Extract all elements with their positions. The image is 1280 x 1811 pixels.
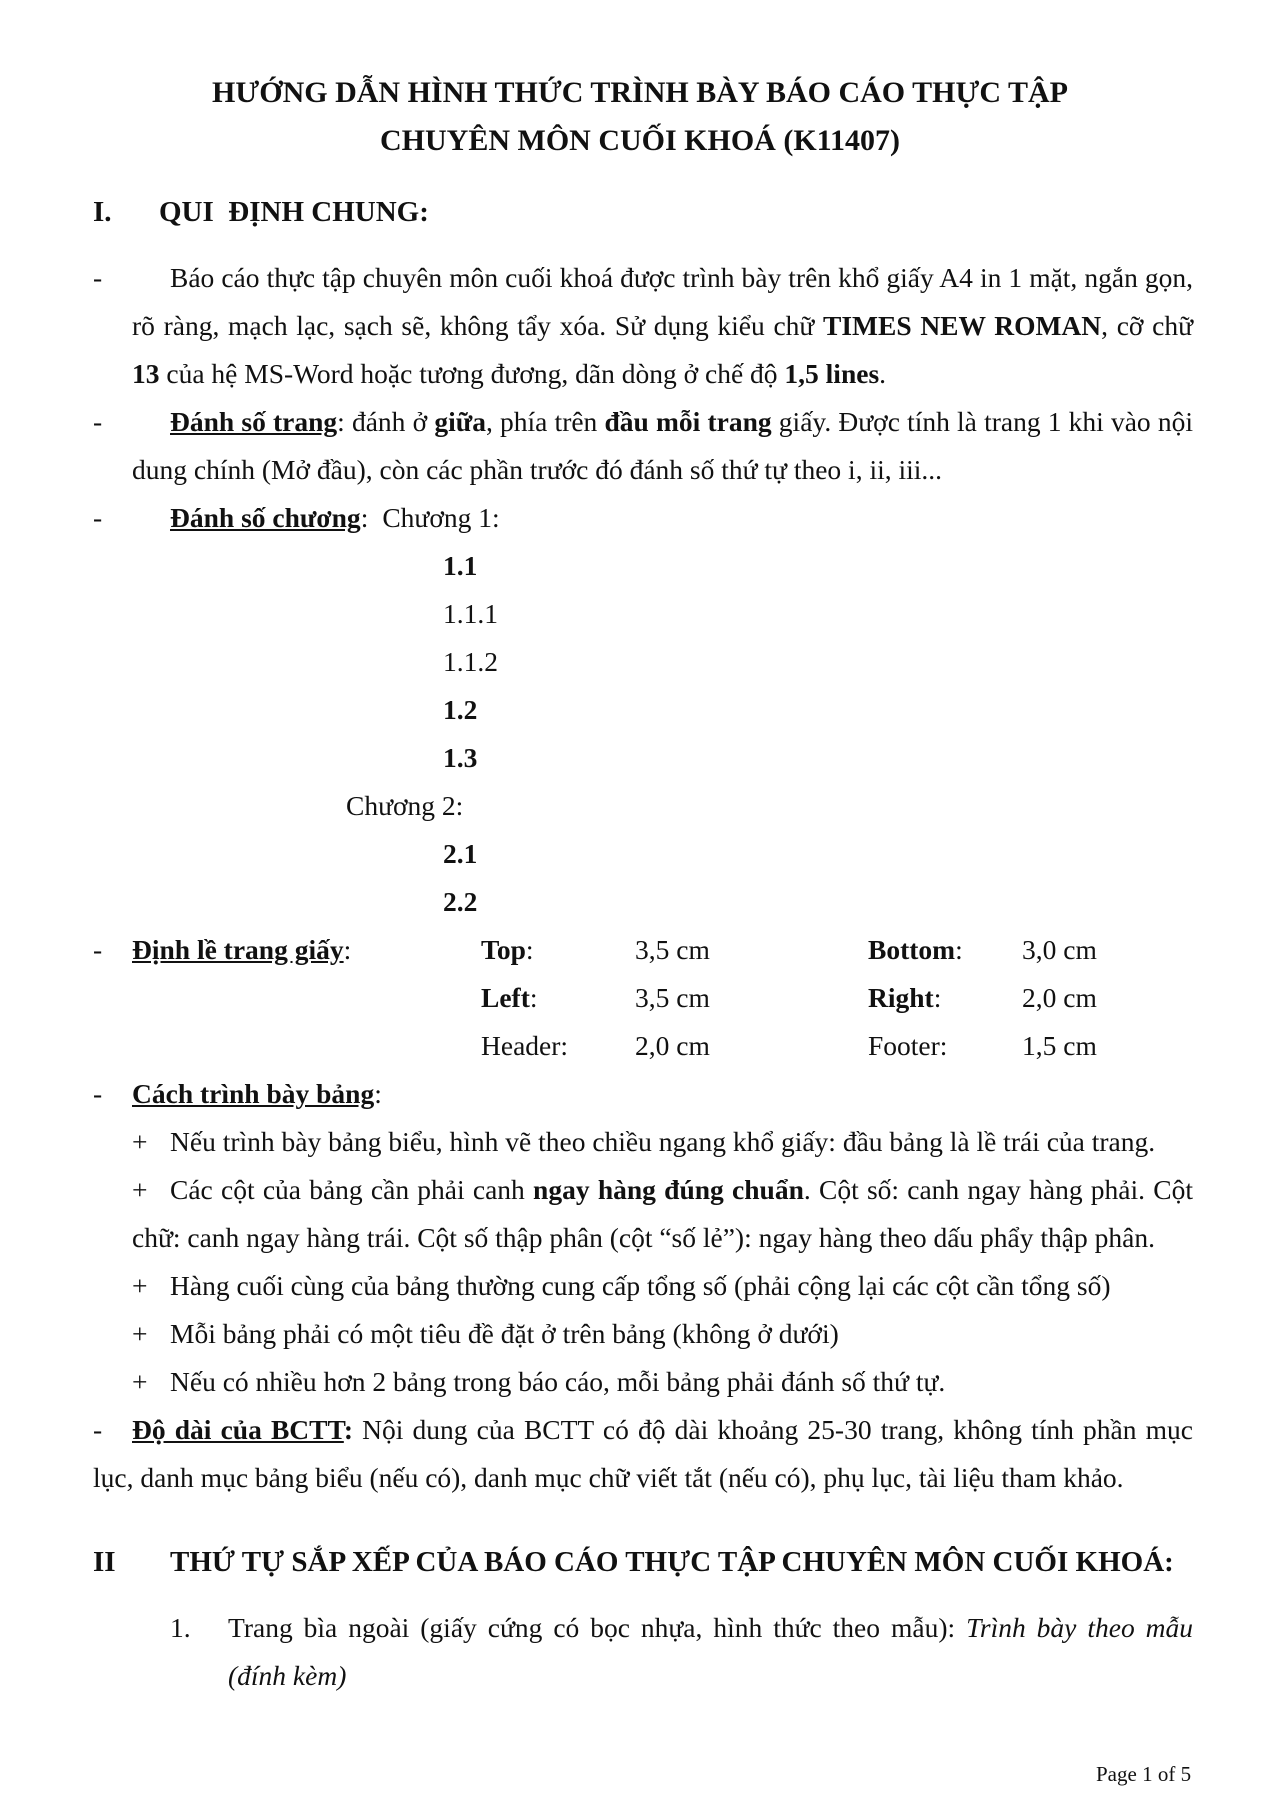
chapter-item: 2.1 — [443, 838, 478, 869]
chapter-numbering-line: Đánh số chương: Chương 1: — [170, 502, 500, 533]
bullet-plus: + — [132, 1270, 148, 1301]
tables-item2: Các cột của bảng cần phải canh ngay hàng đúng chuẩn. Cột số: canh ngay hàng phải. Cột chữ: canh ngay hàng trái. Cột số thập phân (cột “số lẻ”): ngay hàng theo dấu phẩy thập phân. — [132, 1174, 1193, 1253]
margin-left-label: Left: — [481, 982, 538, 1013]
length-line2: lục, danh mục bảng biểu (nếu có), danh mục chữ viết tắt (nếu có), phụ lục, tài liệu tham khảo. — [93, 1462, 1124, 1493]
document-title-line2: CHUYÊN MÔN CUỐI KHOÁ (K11407) — [380, 124, 900, 157]
margins-label: Định lề trang giấy — [132, 934, 344, 965]
margin-header-label: Header: — [481, 1030, 569, 1061]
margin-right-value: 2,0 cm — [1022, 982, 1097, 1013]
section2-heading: THỨ TỰ SẮP XẾP CỦA BÁO CÁO THỰC TẬP CHUYÊN MÔN CUỐI KHOÁ: — [170, 1546, 1174, 1578]
page-footer: Page 1 of 5 — [1096, 1762, 1192, 1786]
general-rules-paragraph: Báo cáo thực tập chuyên môn cuối khoá được trình bày trên khổ giấy A4 in 1 mặt, ngắn gọn, rõ ràng, mạch lạc, sạch sẽ, không tẩy xóa. Sử dụng kiểu chữ TIMES NEW ROMAN, cỡ chữ 13 của hệ MS-Word hoặc tương đương, dãn dòng ở chế độ 1,5 lines. — [132, 262, 1193, 389]
section1-heading: QUI ĐỊNH CHUNG: — [159, 196, 429, 228]
margin-footer-value: 1,5 cm — [1022, 1030, 1097, 1061]
bullet-plus: + — [132, 1126, 148, 1157]
bullet-dash: - — [93, 406, 103, 437]
chapter-item: 1.1 — [443, 550, 478, 581]
font-name: TIMES NEW ROMAN — [823, 310, 1102, 341]
page-numbering-paragraph: Đánh số trang: đánh ở giữa, phía trên đầu mỗi trang giấy. Được tính là trang 1 khi vào nội dung chính (Mở đầu), còn các phần trước đó đánh số thứ tự theo i, ii, iii... — [132, 406, 1193, 485]
chapter-item: 1.1.2 — [443, 646, 498, 677]
bullet-plus: + — [132, 1174, 148, 1205]
document-title-line1: HƯỚNG DẪN HÌNH THỨC TRÌNH BÀY BÁO CÁO THỰC TẬP — [212, 76, 1068, 109]
chapter-item: 1.1.1 — [443, 598, 498, 629]
font-size: 13 — [132, 358, 160, 389]
bullet-dash: - — [93, 934, 103, 965]
bullet-plus: + — [132, 1366, 148, 1397]
page-numbering-label: Đánh số trang — [170, 406, 338, 437]
length-line1: Độ dài của BCTT: Nội dung của BCTT có độ dài khoảng 25-30 trang, không tính phần mục — [132, 1414, 1194, 1445]
section1-number: I. — [93, 196, 112, 228]
section2-number: II — [93, 1546, 116, 1578]
margin-left-value: 3,5 cm — [635, 982, 710, 1013]
margin-header-value: 2,0 cm — [635, 1030, 710, 1061]
order-item1-number: 1. — [170, 1612, 191, 1643]
chapter2-label: Chương 2: — [346, 790, 464, 821]
chapter-numbering-label: Đánh số chương — [170, 502, 361, 533]
margin-right-label: Right: — [868, 982, 942, 1013]
margin-top-value: 3,5 cm — [635, 934, 710, 965]
order-item1: Trang bìa ngoài (giấy cứng có bọc nhựa, hình thức theo mẫu): Trình bày theo mẫu (đính kèm) — [228, 1612, 1194, 1691]
bullet-dash: - — [93, 502, 103, 533]
tables-item5: Nếu có nhiều hơn 2 bảng trong báo cáo, mỗi bảng phải đánh số thứ tự. — [170, 1366, 946, 1397]
margins-label-line: Định lề trang giấy: — [132, 934, 352, 965]
tables-label: Cách trình bày bảng — [132, 1078, 375, 1109]
margin-bottom-value: 3,0 cm — [1022, 934, 1097, 965]
length-label: Độ dài của BCTT — [132, 1414, 344, 1445]
margin-top-label: Top: — [481, 934, 534, 965]
margin-footer-label: Footer: — [868, 1030, 948, 1061]
margin-bottom-label: Bottom: — [868, 934, 963, 965]
chapter-item: 2.2 — [443, 886, 478, 917]
chapter-item: 1.3 — [443, 742, 478, 773]
bullet-plus: + — [132, 1318, 148, 1349]
chapter1-label: Chương 1: — [382, 502, 500, 533]
chapter-item: 1.2 — [443, 694, 478, 725]
bullet-dash: - — [93, 262, 103, 293]
bullet-dash: - — [93, 1078, 103, 1109]
bullet-dash: - — [93, 1414, 103, 1445]
tables-item3: Hàng cuối cùng của bảng thường cung cấp tổng số (phải cộng lại các cột cần tổng số) — [170, 1270, 1111, 1301]
tables-label-line: Cách trình bày bảng: — [132, 1078, 382, 1109]
tables-item1: Nếu trình bày bảng biểu, hình vẽ theo chiều ngang khổ giấy: đầu bảng là lề trái của trang. — [170, 1126, 1156, 1157]
tables-item4: Mỗi bảng phải có một tiêu đề đặt ở trên bảng (không ở dưới) — [170, 1318, 839, 1349]
line-spacing: 1,5 lines — [784, 358, 880, 389]
